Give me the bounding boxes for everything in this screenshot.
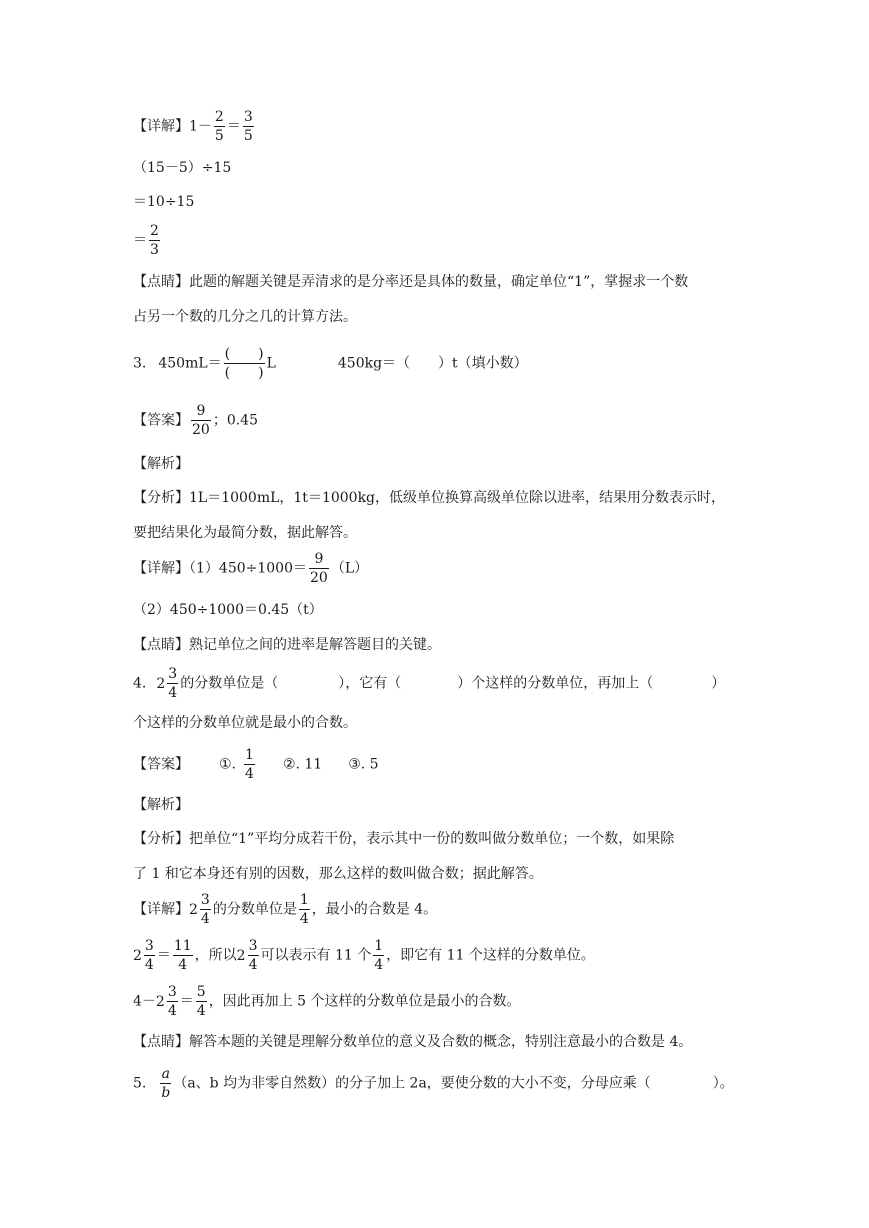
fraction: $\frac{3}{5}$ [243, 109, 253, 144]
question-3: 3. 450mL＝ ( ) ( ) L 450kg＝（ ）t（填小数） [133, 346, 528, 381]
fraction: $\frac{1}{4}$ [374, 938, 384, 973]
answer-label: 【答案】 [133, 412, 189, 429]
blank-fraction[interactable]: ( ) ( ) [224, 346, 264, 381]
detail-line: 2 3 4 ＝ $\frac{11}{4}$ ，所以 2 3 4 可以表示有 11 个 $\frac{1}{4}$ ，即它有 11 个这样的分数单位。 [133, 938, 595, 973]
tip-line: 【点睛】解答本题的关键是理解分数单位的意义及合数的概念，特别注意最小的合数是 4。 [133, 1034, 693, 1050]
analyze-line-cont: 要把结果化为最简分数，据此解答。 [133, 525, 357, 541]
question-number: 4. [133, 675, 147, 692]
analyze-line: 【分析】1L＝1000mL，1t＝1000kg，低级单位换算高级单位除以进率，结果用分数表示时， [133, 490, 726, 506]
analysis-label: 【解析】 [133, 797, 189, 813]
detail-line: 4－ 2 3 4 ＝ $\frac{5}{4}$ ，因此再加上 5 个这样的分数单位是最小的合数。 [133, 984, 521, 1019]
analyze-line-cont: 了 1 和它本身还有别的因数，那么这样的数叫做合数；据此解答。 [133, 866, 543, 882]
detail-label: 【详解】 [133, 118, 189, 135]
question-number: 5. [133, 1075, 147, 1092]
calc-line: ＝10÷15 [133, 194, 195, 210]
tip-label: 【点睛】 [133, 274, 189, 290]
detail-line: 【详解】 2 3 4 的分数单位是 $\frac{1}{4}$ ，最小的合数是 4。 [133, 892, 438, 927]
tip-line: 【点睛】此题的解题关键是弄清求的是分率还是具体的数量，确定单位“1”，掌握求一个数 [133, 274, 689, 290]
calc-line: ＝ $\frac{2}{3}$ [133, 223, 159, 258]
fraction: $\frac{1}{4}$ [245, 747, 254, 782]
analyze-line: 【分析】把单位“1”平均分成若干份，表示其中一份的数叫做分数单位；一个数，如果除 [133, 831, 675, 847]
calc-line: （15－5）÷15 [133, 160, 232, 176]
tip-line-cont: 占另一个数的几分之几的计算方法。 [133, 309, 357, 325]
detail-line: （2）450÷1000＝0.45（t） [133, 602, 323, 618]
detail-line: 【详解】（1）450÷1000＝ $\frac{9}{20}$ （L） [133, 551, 369, 586]
fraction: $\frac{2}{5}$ [214, 109, 224, 144]
question-number: 3. [133, 355, 147, 372]
analysis-label: 【解析】 [133, 456, 189, 472]
answer-line: 【答案】 $\frac{9}{20}$ ；0.45 [133, 403, 258, 438]
answer-line: 【答案】 ①. $\frac{1}{4}$ ②. 11 ③. 5 [133, 747, 379, 782]
fraction: $\frac{5}{4}$ [196, 984, 206, 1019]
tip-line: 【点睛】熟记单位之间的进率是解答题目的关键。 [133, 637, 441, 653]
q2-detail-line: 【详解】1－ $\frac{2}{5}$ ＝ $\frac{3}{5}$ [133, 109, 253, 144]
question-5: 5. $\frac{a}{b}$ （a、b 均为非零自然数）的分子加上 2a，要使分数的大小不变，分母应乘（ ）。 [133, 1066, 734, 1101]
fraction: $\frac{9}{20}$ [192, 403, 210, 438]
question-4-cont: 个这样的分数单位就是最小的合数。 [133, 715, 357, 731]
fraction: $\frac{11}{4}$ [173, 938, 192, 973]
fraction: $\frac{1}{4}$ [299, 892, 309, 927]
fraction: $\frac{9}{20}$ [310, 551, 328, 586]
fraction: $\frac{2}{3}$ [150, 223, 159, 258]
mixed-number: 2 3 4 [156, 666, 178, 701]
fraction: $\frac{a}{b}$ [161, 1066, 171, 1101]
question-4: 4. 2 3 4 的分数单位是（ ），它有（ ）个这样的分数单位，再加上（ ） [133, 666, 726, 701]
